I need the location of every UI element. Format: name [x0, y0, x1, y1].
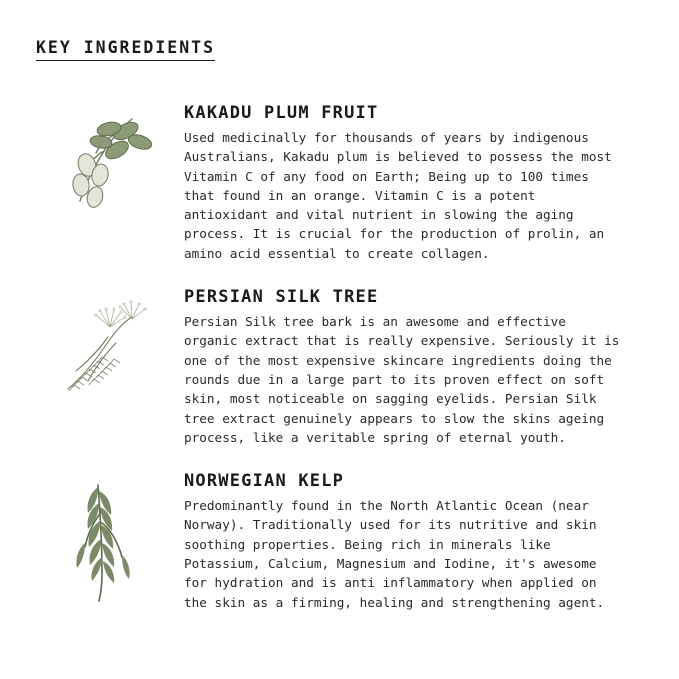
ingredient-description: Persian Silk tree bark is an awesome and effective organic extract that is really expensive. Seriously it is one of the most expensive skincare ingredients doing the rounds due in a large part to its proven effect on soft skin, most noticeable on sagging eyelids. Persian Silk tree extract genuinely appears to slow the skins ageing process, like a veritable spring of eternal youth. [184, 314, 620, 445]
ingredient-name: PERSIAN SILK TREE [184, 287, 379, 308]
persian-silk-tree-illustration [34, 287, 184, 403]
ingredient-list [34, 103, 639, 612]
ingredient-body [184, 103, 639, 263]
list-item [34, 287, 639, 447]
kakadu-plum-branch-illustration [34, 103, 184, 219]
ingredient-name: KAKADU PLUM FRUIT [184, 103, 379, 123]
list-item [34, 103, 639, 263]
list-item [34, 471, 639, 612]
norwegian-kelp-illustration [34, 471, 184, 607]
ingredient-description: Predominantly found in the North Atlantic Ocean (near Norway). Traditionally used for its nutritive and skin soothing properties. Being rich in minerals like Potassium, Calcium, Magnesium and Iodine, it's awesome for hydration and is anti inflammatory when applied on the skin as a firming, healing and strengthening agent. [184, 498, 605, 610]
ingredient-description: Used medicinally for thousands of years by indigenous Australians, Kakadu plum is believed to possess the most Vitamin C of any food on Earth; Being up to 100 times that found in an orange. Vitamin C is a potent antioxidant and vital nutrient in slowing the aging process. It is crucial for the production of prolin, an amino acid essential to create collagen. [184, 130, 612, 261]
ingredient-name: NORWEGIAN KELP [184, 471, 345, 492]
page-title: KEY INGREDIENTS [36, 38, 215, 61]
ingredient-body [184, 471, 639, 612]
ingredient-body [184, 287, 639, 447]
